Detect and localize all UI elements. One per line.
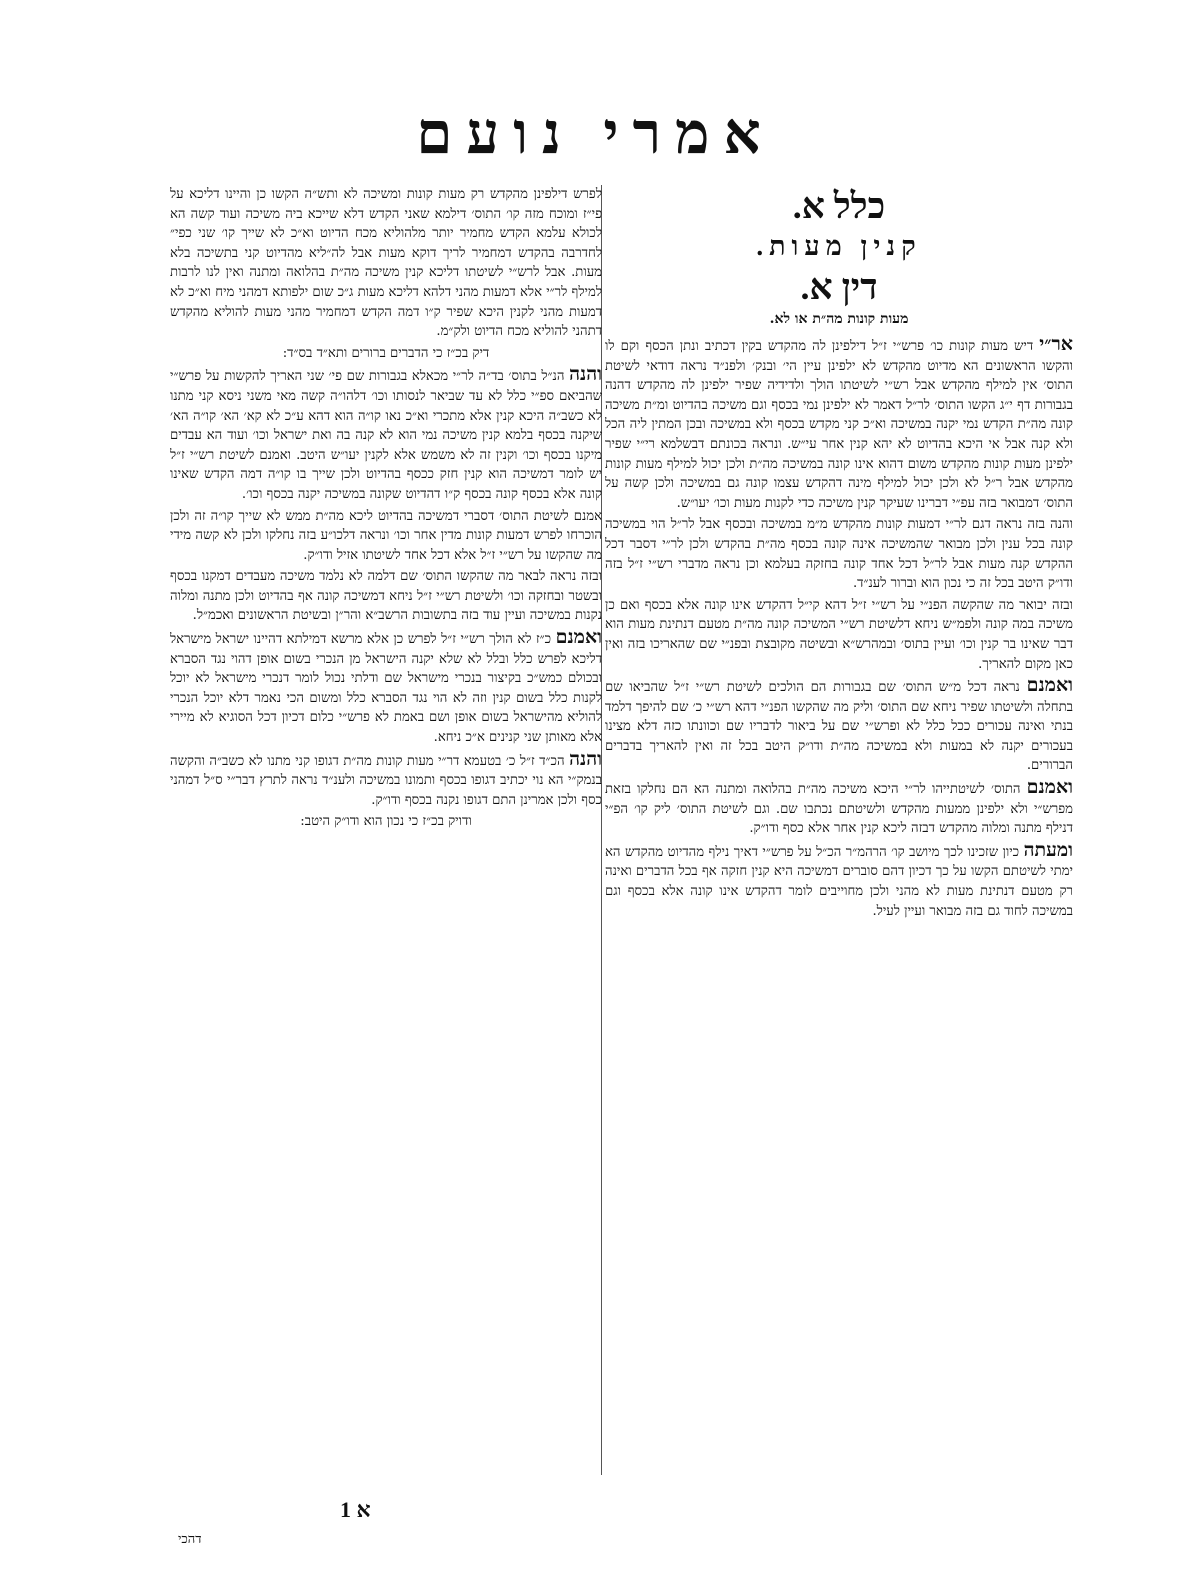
paragraph (170, 628, 602, 748)
paragraph (605, 515, 1073, 593)
paragraph (170, 567, 602, 626)
paragraph-lead-word: והנה (569, 364, 602, 386)
paragraph (170, 750, 602, 811)
paragraph (170, 507, 602, 566)
paragraph-text: ובזה נראה לבאר מה שהקשו התוס׳ שם דלמה לא נלמד משיכה מעבדים דמקנו בכסף ובשטר ובחזקה וכו׳ ולשיטת רש״י ז״ל ניחא דמשיכה קונה אף בהדיוט ולכן מתנה ומלוה נקנות במשיכה ועיין עוד בזה בתשובות הרשב״א והר״ן ובשיטת הראשונים ואכמ״ל. (170, 569, 602, 624)
book-title: אמרי נועם (416, 101, 775, 166)
page-number: א 1 (340, 1497, 371, 1522)
paragraph-lead-word: ומעתה (1023, 839, 1073, 861)
din-heading: דין א. (800, 267, 878, 307)
din-subtitle: מעות קונות מה״ת או לא. (769, 311, 909, 327)
chapter-heading: כלל א. (792, 186, 886, 226)
paragraph (170, 812, 602, 832)
paragraph-text: כיון שזכינו לכך מיושב קו׳ הרהמ״ר הכ״ל על פרש״י דאיך נילף מהדיוט מהקדש הא ימתי לשיטתם הקשו על כך דכיון דהם סוברים דמשיכה היא קנין חזקה אף בכל הדברים ואינה רק מטעם דנתינת מעות לא מהני ולכן מחוייבים לומר דהקדש אינו קונה אלא בכסף וגם במשיכה לחוד גם בזה מבואר ועיין לעיל. (605, 844, 1073, 919)
paragraph (605, 335, 1073, 513)
right-column-body (605, 335, 1073, 921)
paragraph-text: ובזה יבואר מה שהקשה הפנ״י על רש״י ז״ל דהא קי״ל דהקדש אינו קונה אלא בכסף ואם כן משיכה במה קונה ולפמ״ש ניחא דלשיטת רש״י המשיכה קונה מה״ת מטעם דנתינת מעות הוא דבר שאינו בר קנין וכו׳ ועיין בתוס׳ ובמהרש״א ובשיטה מקובצת ובפנ״י שם שהאריכו בזה ואין כאן מקום להאריך. (605, 597, 1073, 672)
section-heading: קנין מעות. (756, 231, 922, 261)
right-column (605, 185, 1073, 1530)
catchword: דהכי (178, 1532, 202, 1547)
paragraph (605, 778, 1073, 839)
paragraph-text: הנ״ל בתוס׳ בד״ה לר״י מכאלא בגבורות שם פי׳ שני האריך להקשות על פרש״י שהביאם ספ״י כלל לא עד שביאר לנסותו וכו׳ דלהו״ה קשה מאי משני ניסא קני מתנו לא כשב״ה היכא קנין אלא מתכרי וא״כ נאו קו״ה הוא דהא ע״כ לא קא׳ הא׳ קו״ה הא׳ שיקנה בכסף בלמא קנין משיכה נמי הוא לא קנה בה ואת ישראל וכו׳ ועוד הא עבדים מיקנו בכסף וכו׳ וקנין זה לא משמש אלא לקנין יעו״ש היטב. ואמנם לשיטת רש״י ז״ל יש לומר דמשיכה הוא קנין חזק ככסף בהדיוט ולכן שייך בו קו״ה דמה הקדש שאינו קונה אלא בכסף קונה בכסף ק״ו דהדיוט שקונה במשיכה יקנה בכסף וכו׳. (170, 369, 602, 502)
paragraph-text: דיש מעות קונות כו׳ פרש״י ז״ל דילפינן לה מהקדש בקין דכתיב ונתן הכסף וקם לו והקשו הראשונים הא מדיוט מהקדש לא ילפינן עיין הי׳ ובנק׳ ולפנ״ד נראה דודאי לשיטת התוס׳ אין למילף מהקדש אבל רש״י לשיטתו הולך ולדידיה שפיר ילפינן לה מהקדש דהנה בגבורות דף י״ג הקשו התוס׳ לר״ל דאמר לא ילפינן נמי בכסף וגם משיכה בהדיוט ומ״ת משיכה קונה מה״ת הקדש נמי יקנה במשיכה וא״כ קני מקדש בכסף ולא במשיכה ובכן המתין ליה הכל ולא קנה אבל אי היכא בהדיוט לא יהא קנין אחר עי״ש. ונראה בכונתם דבשלמא רי״י שפיר ילפינן מעות קונות מהקדש משום דהוא אינו קונה במשיכה מה״ת ולכן יכול למילף מעות קונות מהקדש אבל ר״ל לא ולכן יכול למילף מינה דהקדש עצמו קונה גם במשיכה ולכן קשה על התוס׳ דמבואר בזה עפ״י דברינו שעיקר קנין משיכה כדי לקנות מעות וכו׳ יעו״ש. (605, 339, 1073, 511)
paragraph-text: אמנם לשיטת התוס׳ דסברי דמשיכה בהדיוט ליכא מה״ת ממש לא שייך קו״ה זה ולכן הוכרחו לפרש דמעות קונות מדין אחר וכו׳ ונראה דלכו״ע בזה נחלקו ולכן לא קשה מידי מה שהקשו על רש״י ז״ל אלא דכל אחד לשיטתו אזיל ודו״ק. (170, 508, 602, 563)
paragraph-text: נראה דכל מ״ש התוס׳ שם בגבורות הם הולכים לשיטת רש״י ז״ל שהביאו שם בתחלה ולשיטתו שפיר ניחא שם התוס׳ וליק מה שהקשו הפנ״י דהא רש״י כ׳ שם להיפך דלמד בנתי ואינה עכורים ככל כלל לא ופרש״י שם על ביאור לדבריו שם וכוונתו כזה דלא מצינו בעכורים יקנה לא במעות ולא במשיכה מה״ת ודו״ק היטב בכל זה ואין להאריך בדברים הברורים. (605, 680, 1073, 774)
paragraph-text: התוס׳ לשיטתייהו לר״י היכא משיכה מה״ת בהלואה ומתנה הא הם נחלקו בזאת מפרש״י ולא ילפינן ממעות מהקדש ולשיטתם נכתבו שם. וגם לשיטת התוס׳ ליק קו׳ הפ״י דנילף מתנה ומלוה מהקדש דבזה ליכא קנין אחר אלא כסף ודו״ק. (605, 782, 1073, 837)
paragraph-lead-word: ואמנם (1026, 777, 1073, 799)
paragraph (170, 344, 602, 364)
left-column-body (170, 185, 602, 832)
paragraph-lead-word: ואמנם (1026, 675, 1073, 697)
paragraph-text: לפרש דילפינן מהקדש רק מעות קונות ומשיכה לא ותש״ה הקשו כן והיינו דליכא על פי״ז ומוכח מזה קו׳ התוס׳ דילמא שאני הקדש דלא שייכא ביה משיכה ועוד קשה הא לכולא עלמא הקדש מחמיר יותר מלהוליא מכח הדיוט וא״כ לא שייך קו׳ שני כפי״ לחדרבה בהקדש דמחמיר לריך דוקא מעות אבל לה״ליא מהדיוט קני בתשיכה בלא מעות. אבל לרש״י לשיטתו דליכא קנין משיכה מה״ת בהלואה ומתנה ואין לנו לרבות למילף לר״י אלא דמעות מהני דלהא דליכא מעות ג״כ שום ילפותא דמהני מיח וא״כ לא דמעות מהני לקנין היכא שפיר ק״ו דמה הקדש דמחמיר מהני מעות להוליא מהקדש דתהני להוליא מכח הדיוט ולק״מ. (170, 187, 602, 340)
paragraph-text: ודויק בכ״ז כי נכון הוא ודו״ק היטב: (300, 814, 472, 830)
paragraph-lead-word: והנה (569, 748, 602, 770)
paragraph-lead-word: ואמנם (555, 627, 602, 649)
paragraph (605, 841, 1073, 921)
paragraph-text: כ״ז לא הולך רש״י ז״ל לפרש כן אלא מרשא דמילתא דהיינו ישראל מישראל דליכא לפרש כלל ובלל לא שלא יקנה הישראל מן הנכרי בשום אופן דהוי נגד הסברא ובכולם כמש״כ בקיצור בנכרי מישראל שם ודלתי נכול לומר דנכרי מישראל לא יוכל לקנות כלל בשום קנין וזה לא הוי נגד הסברא כלל ומשום הכי נאמר דלא יוכל הנכרי להוליא מהישראל בשום אופן ושם באמת לא פרש״י כלום דכיון דכל הסוגיא לא מיירי אלא מאותן שני קנינים א״כ ניחא. (170, 632, 602, 746)
paragraph-text: והנה בזה נראה דגם לר״י דמעות קונות מהקדש מ״מ במשיכה ובכסף אבל לר״ל הוי במשיכה קונה בכל ענין ולכן מבואר שהמשיכה אינה קונה בכסף מה״ת בהקדש ולכן לר״י דסבר דכל ההקדש קנה מעות אבל לר״ל דכל אחד קונה בחזקה בעלמא וכן נראה מדברי רש״י ז״ל בזה ודו״ק היטב בכל זה כי נכון הוא וברור לענ״ד. (605, 517, 1073, 592)
left-column (170, 185, 602, 1465)
paragraph (170, 185, 602, 342)
paragraph-text: הכ״ד ז״ל כ׳ בטעמא דר״י מעות קונות מה״ת דגופו קני מתנו לא כשב״ה והקשה בנמק״י הא נוי יכתיב דגופו בכסף ותמונו במשיכה ולענ״ד נראה לתרץ דבר״י ס״ל דמהני כסף ולכן אמרינן התם דגופו נקנה בכסף ודו״ק. (170, 753, 602, 808)
paragraph (170, 365, 602, 504)
paragraph-lead-word: אר״י (1039, 334, 1073, 355)
paragraph (605, 596, 1073, 674)
paragraph (605, 676, 1073, 776)
paragraph-text: דיק בכ״ז כי הדברים ברורים ותא״ד בס״ד: (282, 345, 490, 361)
